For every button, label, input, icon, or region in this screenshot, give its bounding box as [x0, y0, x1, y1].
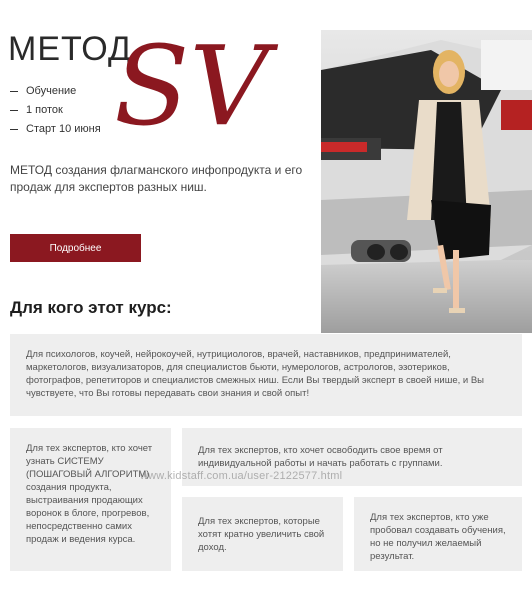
- monogram-text: SV: [114, 26, 269, 136]
- dash-icon: [10, 91, 18, 92]
- audience-card-text: Для тех экспертов, кто хочет узнать СИСТЕМУ (ПОШАГОВЫЙ АЛГОРИТМ) создания продукта, выстраивания продающих воронок в блоге, прогревов, непосредственно самих продаж и ведения курса.: [26, 443, 153, 545]
- section-title: Для кого этот курс:: [10, 298, 172, 317]
- audience-intro-text: Для психологов, коучей, нейрокоучей, нутрициологов, врачей, наставников, предпринимателей, маркетологов, визуализаторов, для специалистов бьюти, нумерологов, астрологов, эзотериков, фотографов, репетиторов и специалистов смежных ниш. Если Вы твердый эксперт в своей нише, и Вы чувствуете, что Вы готовы передавать свои знания и свой опыт!: [26, 349, 485, 399]
- bullet-item: [10, 101, 101, 120]
- more-info-button[interactable]: Подробнее: [10, 234, 141, 262]
- bullet-text: Старт 10 июня: [26, 123, 101, 135]
- feature-bullets: [10, 82, 101, 139]
- audience-card-text: Для тех экспертов, кто уже пробовал создавать обучения, но не получил желаемый результат.: [370, 512, 506, 562]
- watermark: www.kidstaff.com.ua/user-2122577.html: [140, 470, 343, 482]
- brand-title: МЕТОД: [8, 30, 132, 68]
- dash-icon: [10, 129, 18, 130]
- audience-card-tried: [354, 497, 522, 571]
- bullet-text: 1 поток: [26, 104, 63, 116]
- audience-card-system: [10, 428, 171, 571]
- sv-monogram-logo: [108, 26, 318, 136]
- dash-icon: [10, 110, 18, 111]
- audience-card-text: Для тех экспертов, кто хочет освободить свое время от индивидуальной работы и начать работать с группами.: [198, 445, 443, 469]
- bullet-item: [10, 120, 101, 139]
- hero-description: МЕТОД создания флагманского инфопродукта и его продаж для экспертов разных ниш.: [10, 163, 303, 194]
- bullet-text: Обучение: [26, 85, 77, 97]
- bullet-item: [10, 82, 101, 101]
- audience-card-text: Для тех экспертов, которые хотят кратно увеличить свой доход.: [198, 516, 325, 553]
- hero-photo: [321, 30, 532, 333]
- audience-intro-card: [10, 334, 522, 416]
- audience-card-income: [182, 497, 343, 571]
